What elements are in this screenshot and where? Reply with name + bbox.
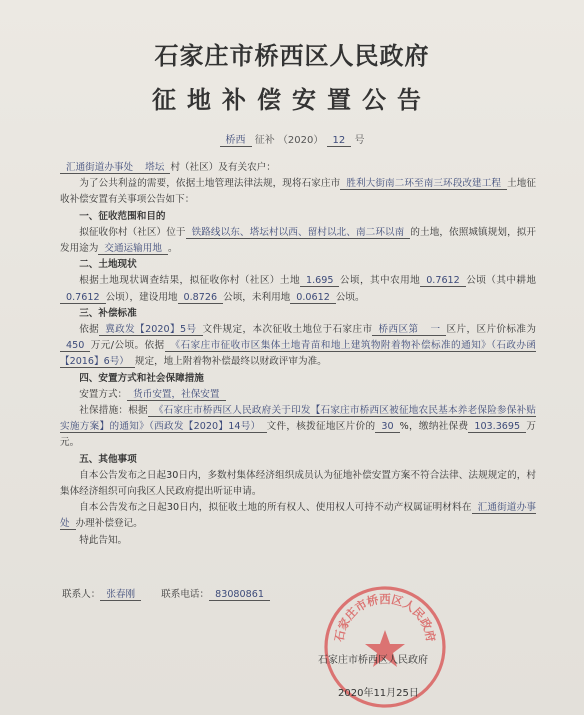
s2-text-e: 公顷，未利用地 (223, 291, 291, 303)
document-subtitle: 征地补偿安置公告 (152, 85, 432, 114)
doc-number-num: 12 (327, 135, 352, 147)
section-2-heading: 二、土地现状 (79, 259, 137, 271)
s4-text-d: %，缴纳社保费 (399, 421, 469, 433)
resettlement-method: 货币安置，社保安置 (127, 389, 225, 401)
unused-area: 0.0612 (290, 292, 336, 304)
doc-number-suffix: 号 (354, 135, 365, 146)
policy-doc: 冀政发【2020】5号 (99, 324, 202, 336)
contact-person: 张春刚 (100, 589, 141, 601)
signing-organization: 石家庄市桥西区人民政府 (318, 655, 428, 666)
s5-text-b: 办理补偿登记。 (75, 518, 143, 530)
s3-text-b: 文件规定，本次征收土地位于石家庄市 (202, 324, 373, 336)
section-1-text (60, 225, 536, 257)
intro-text-a: 为了公共利益的需要，依据土地管理法律法规，现将石家庄市 (79, 178, 341, 190)
section-3-heading: 三、补偿标准 (79, 307, 137, 319)
social-fee: 103.3695 (468, 421, 526, 433)
s5-text-a: 自本公告发布之日起30日内，拟征收土地的所有权人、使用权人可持不动产权属证明材料在 (79, 502, 472, 514)
land-scope: 铁路线以东、塔坛村以西、留村以北、南二环以南 (186, 227, 411, 239)
s2-text-a: 根据土地现状调查结果，拟征收你村（社区）土地 (79, 275, 300, 287)
s3-text-a: 依据 (79, 324, 100, 336)
land-use: 交通运输用地 (98, 243, 168, 255)
section-4-method (60, 387, 536, 403)
social-policy-doc: 《石家庄市桥西区人民政府关于印发【石家庄市桥西区被征地农民基本养老保险参保补贴实施方案】的通知》（西政发【2020】14号） (60, 405, 537, 433)
contact-phone: 83080861 (209, 589, 270, 601)
section-5-paragraph-1: 自本公告发布之日起30日内，多数村集体经济组织成员认为征地补偿安置方案不符合法律、法规规定的，村集体经济组织可向我区人民政府提出听证申请。 (60, 469, 536, 498)
district: 桥西区第 (372, 324, 424, 336)
agri-area: 0.7612 (420, 275, 466, 287)
section-5-heading: 五、其他事项 (79, 453, 137, 465)
contact-line (62, 586, 270, 600)
s3-text-d: 万元/公顷。依据 (90, 340, 165, 352)
section-1-heading: 一、征收范围和目的 (79, 210, 166, 222)
zone-price: 450 (60, 340, 90, 352)
contact-person-label: 联系人： (62, 589, 101, 600)
policy-doc-2: 《石家庄市征收市区集体土地青苗和地上建筑物附着物补偿标准的通知》（石政办函【2016】6号） (60, 340, 536, 368)
signing-date: 2020年11月25日 (338, 688, 419, 699)
registration-office: 汇通街道办事处 (60, 502, 536, 530)
document-number (0, 131, 584, 146)
closing-line: 特此告知。 (79, 534, 128, 546)
notice-body (60, 160, 536, 549)
project-name: 胜利大街南二环至南三环段改建工程 (340, 178, 507, 190)
s3-text-c: 区片，区片价标准为 (446, 324, 537, 336)
doc-number-word: 征补 (254, 135, 275, 146)
doc-number-year: （2020） (277, 135, 324, 146)
s1-text-c: 。 (167, 243, 178, 255)
doc-number-prefix: 桥西 (220, 135, 252, 147)
s2-text-d: 公顷），建设用地 (105, 291, 178, 303)
document-title: 石家庄市桥西区人民政府 (154, 41, 430, 70)
s4-text-e: 万元。 (60, 421, 537, 449)
intro-text-b: 土地征收补偿安置有关事项公告如下： (60, 178, 537, 206)
section-5-paragraph-2 (60, 500, 536, 532)
social-percent: 30 (375, 421, 399, 433)
s2-text-c: 公顷（其中耕地 (465, 275, 537, 287)
s4-text-c: 文件，核拨征地区片价的 (266, 421, 376, 433)
s3-text-e: 规定，地上附着物补偿最终以财政评审为准。 (134, 356, 327, 368)
s4-text-a: 安置方式： (79, 388, 128, 400)
section-4-heading: 四、安置方式和社会保障措施 (79, 372, 204, 384)
seal-text: 石家庄市桥西区人民政府 (331, 591, 439, 643)
intro-paragraph (60, 176, 536, 208)
addressee-village: 塔坛 (139, 162, 170, 174)
addressee (60, 160, 536, 176)
arable-area: 0.7612 (60, 292, 106, 304)
build-area: 0.8726 (178, 292, 224, 304)
addressee-text: 村（社区）及有关农户： (170, 162, 276, 173)
s1-text-a: 拟征收你村（社区）位于 (79, 226, 186, 238)
s2-text-b: 公顷，其中农用地 (339, 275, 421, 287)
section-3-text (60, 322, 536, 371)
total-area: 1.695 (300, 275, 339, 287)
contact-phone-label: 联系电话： (161, 589, 210, 600)
addressee-office: 汇通街道办事处 (60, 162, 139, 174)
section-2-text (60, 273, 536, 305)
section-4-social (60, 403, 536, 452)
s1-text-b: 的土地，依照城镇规划，拟开发用途为 (60, 226, 537, 255)
s2-text-f: 公顷。 (335, 291, 365, 303)
s4-text-b: 社保措施：根据 (79, 405, 148, 417)
zone: 一 (424, 324, 446, 336)
